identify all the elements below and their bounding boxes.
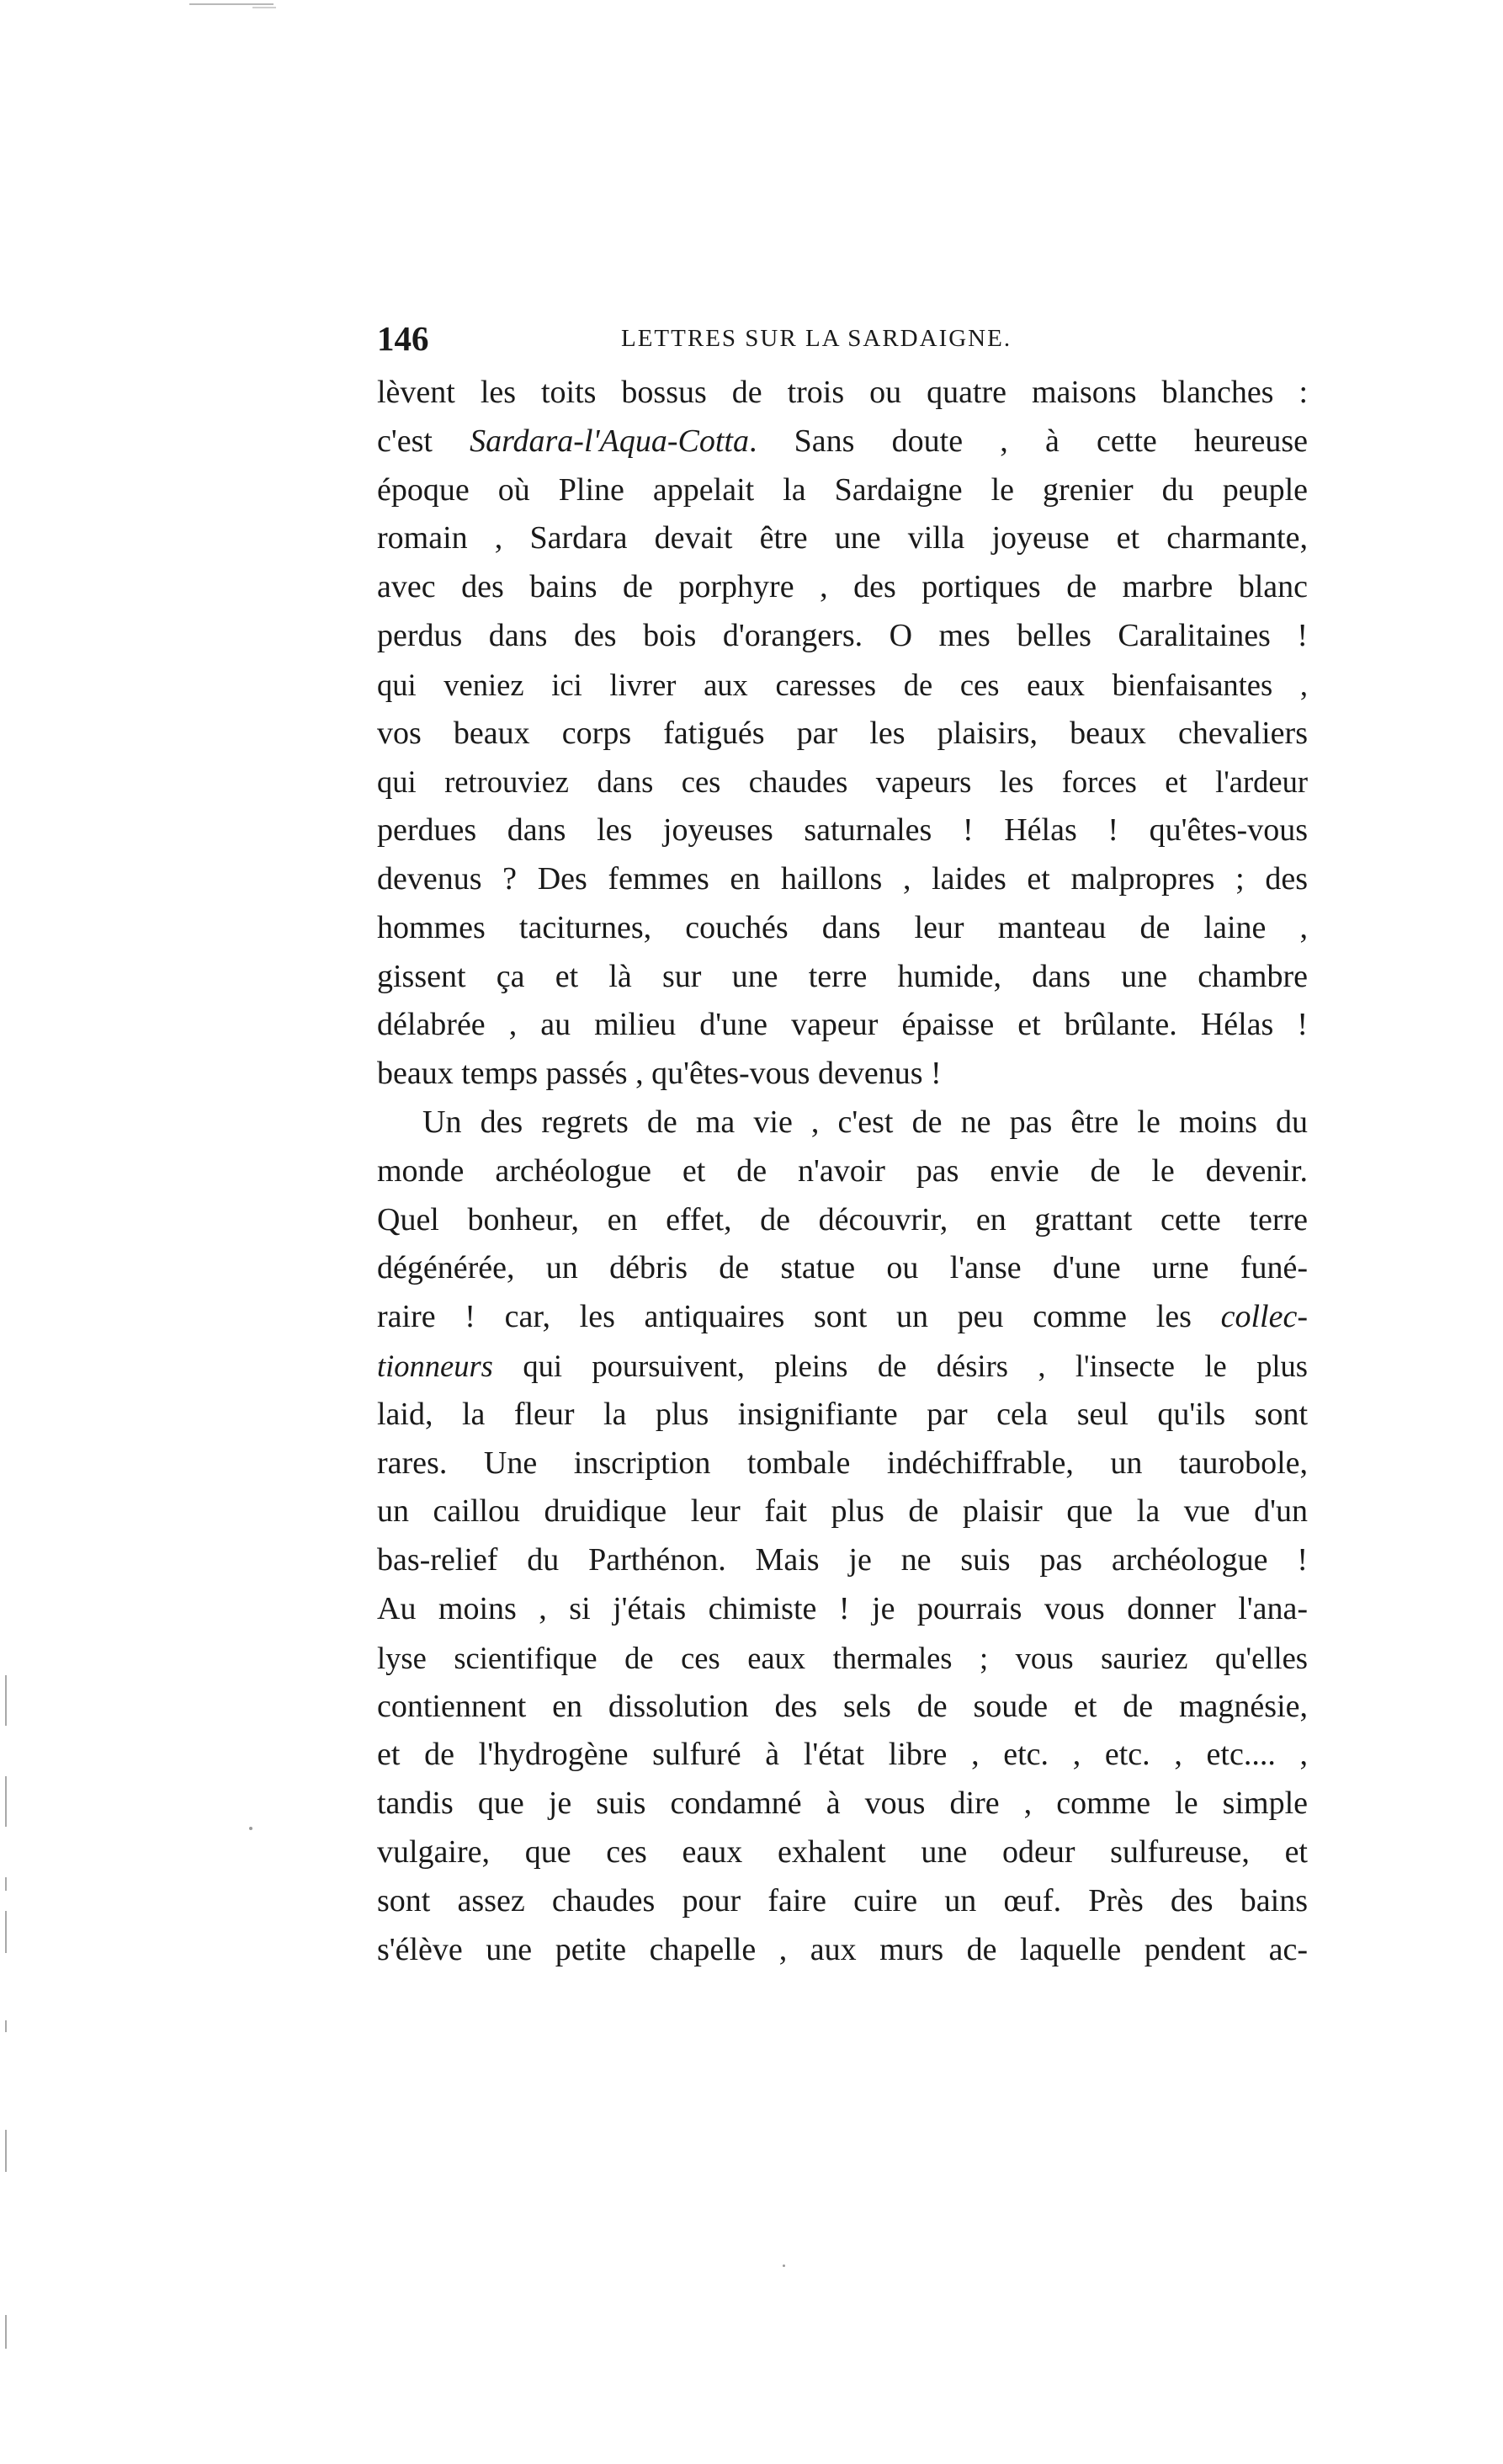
running-head: LETTRES SUR LA SARDAIGNE. [621,325,1012,352]
text-line: contiennent en dissolution des sels de soude et de magnésie, [377,1688,1308,1724]
scan-speck [249,1827,252,1830]
text-line: délabrée , au milieu d'une vapeur épaisse et brûlante. Hélas ! [377,1007,1308,1043]
page-header [377,318,1320,360]
text-segment: c'est [377,423,470,459]
text-segment: . Sans doute , à cette heureuse [748,423,1308,459]
body-text [377,369,1308,1974]
margin-scan-mark [5,1911,7,1953]
text-line: vulgaire, que ces eaux exhalent une odeur sulfureuse, et [377,1833,1308,1870]
text-segment: qui poursuivent, pleins de désirs , l'insecte le plus [492,1348,1308,1383]
text-line: lyse scientifique de ces eaux thermales ; vous sauriez qu'elles [377,1640,1308,1675]
text-line-paragraph-start: Un des regrets de ma vie , c'est de ne pas être le moins du [422,1104,1308,1140]
text-line: Quel bonheur, en effet, de découvrir, en grattant cette terre [377,1201,1308,1237]
text-line: et de l'hydrogène sulfuré à l'état libre , etc. , etc. , etc.... , [377,1737,1308,1773]
top-edge-rule [189,3,274,5]
italic-word: collec- [1220,1299,1308,1335]
text-line [377,418,1308,466]
text-line: s'élève une petite chapelle , aux murs de laquelle pendent ac- [377,1931,1308,1967]
text-line-paragraph-end: beaux temps passés , qu'êtes-vous devenus ! [377,1056,942,1092]
text-line: romain , Sardara devait être une villa joyeuse et charmante, [377,520,1308,556]
text-line: avec des bains de porphyre , des portiques de marbre blanc [377,569,1308,605]
text-line: qui veniez ici livrer aux caresses de ces eaux bienfaisantes , [377,667,1308,702]
text-line: perdus dans des bois d'orangers. O mes belles Caralitaines ! [377,617,1308,653]
italic-place-name: Sardara-l'Aqua-Cotta [470,423,749,459]
text-line: bas-relief du Parthénon. Mais je ne suis pas archéologue ! [377,1542,1308,1578]
text-line: qui retrouviez dans ces chaudes vapeurs les forces et l'ardeur [377,764,1308,800]
text-line: tandis que je suis condamné à vous dire , comme le simple [377,1785,1308,1822]
margin-scan-mark [5,2315,7,2349]
text-segment: raire ! car, les antiquaires sont un peu comme les [377,1299,1221,1335]
text-line: Au moins , si j'étais chimiste ! je pourrais vous donner l'ana- [377,1590,1308,1626]
text-line [377,1293,1308,1342]
text-line: devenus ? Des femmes en haillons , laides et malpropres ; des [377,860,1308,897]
text-line: hommes taciturnes, couchés dans leur manteau de laine , [377,909,1308,945]
margin-scan-mark [5,1776,7,1827]
text-line: vos beaux corps fatigués par les plaisirs, beaux chevaliers [377,715,1308,751]
margin-scan-mark [5,1675,7,1726]
text-line: un caillou druidique leur fait plus de plaisir que la vue d'un [377,1493,1308,1530]
text-line: époque où Pline appelait la Sardaigne le grenier du peuple [377,471,1308,508]
text-line [377,1342,1308,1391]
text-line: monde archéologue et de n'avoir pas envie de le devenir. [377,1152,1308,1189]
italic-word: tionneurs [377,1348,493,1383]
text-line: perdues dans les joyeuses saturnales ! Hélas ! qu'êtes-vous [377,812,1308,849]
text-line: rares. Une inscription tombale indéchiffrable, un taurobole, [377,1445,1308,1481]
margin-scan-mark [5,2020,7,2032]
text-line: sont assez chaudes pour faire cuire un œuf. Près des bains [377,1882,1308,1919]
scan-speck [783,2264,785,2267]
text-line: laid, la fleur la plus insignifiante par cela seul qu'ils sont [377,1396,1308,1432]
margin-scan-mark [5,1877,7,1891]
top-edge-rule-fragment [252,7,276,8]
text-line: lèvent les toits bossus de trois ou quatre maisons blanches : [377,375,1308,410]
text-line: gissent ça et là sur une terre humide, dans une chambre [377,958,1308,994]
text-line: dégénérée, un débris de statue ou l'anse d'une urne funé- [377,1250,1308,1286]
page-number: 146 [377,319,429,358]
margin-scan-mark [5,2130,7,2172]
